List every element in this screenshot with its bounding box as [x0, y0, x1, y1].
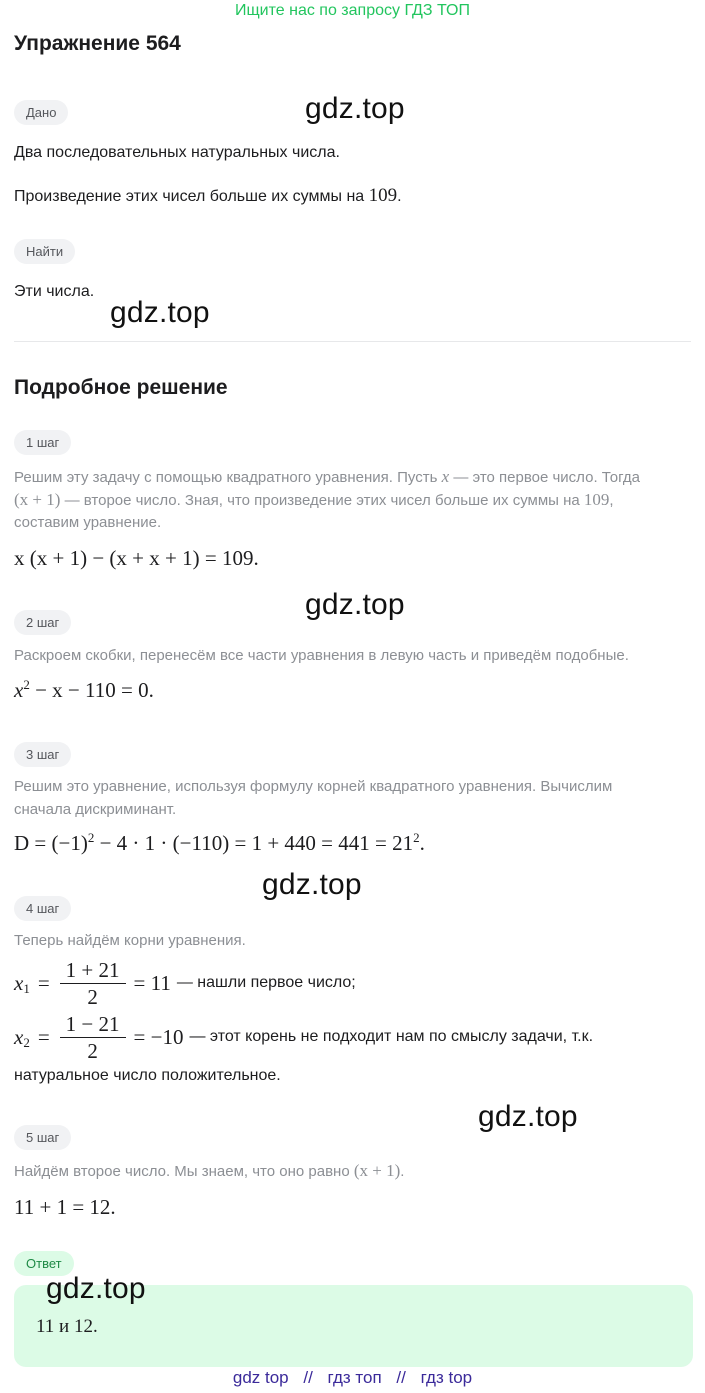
solution-title: Подробное решение [14, 376, 228, 399]
step-2-equation: $x^2 - x - 110 = 0$. [14, 677, 154, 702]
find-chip: Найти [14, 239, 75, 264]
find-line-1: Эти числа. [14, 283, 95, 300]
step-1-text-c: составим уравнение. [14, 514, 162, 531]
footer-link-1[interactable]: gdz top [232, 1368, 289, 1387]
step-4-chip: 4 шаг [14, 896, 71, 921]
watermark: gdz.top [110, 296, 210, 329]
watermark: gdz.top [305, 92, 405, 125]
footer-links [0, 1366, 705, 1390]
answer-value: 11 и 12. [36, 1316, 98, 1337]
step-1-text-b: (x + 1) — второе число. Зная, что произведение этих чисел больше их суммы на 109, [14, 490, 614, 509]
step-1-text-a: Решим эту задачу с помощью квадратного уравнения. Пусть x — это первое число. Тогда [14, 467, 641, 486]
root-2: x $_2$ = $\frac{1 - 21}{2}$ = −10 — этот корень не подходит нам по смыслу задачи, т.к. [14, 1011, 594, 1063]
step-5-equation: 11 + 1 = 12. [14, 1195, 116, 1219]
footer-link-2[interactable]: гдз топ [327, 1368, 382, 1387]
root-1: x $_1$ = $\frac{1 + 21}{2}$ = 11 — нашли первое число; [14, 957, 356, 1009]
step-1-equation: x (x + 1) − (x + x + 1) = 109. [14, 546, 259, 570]
footer-separator: // [303, 1368, 313, 1387]
given-line-2: Произведение этих чисел больше их суммы на 109. [14, 185, 402, 206]
footer-separator: // [396, 1368, 406, 1387]
watermark: gdz.top [262, 868, 362, 901]
step-2-text: Раскроем скобки, перенесём все части уравнения в левую часть и приведём подобные. [14, 647, 629, 664]
root-2-comment-cont: натуральное число положительное. [14, 1067, 281, 1084]
watermark: gdz.top [46, 1272, 146, 1305]
given-chip: Дано [14, 100, 68, 125]
top-banner[interactable]: Ищите нас по запросу ГДЗ ТОП [235, 2, 470, 19]
step-3-text-a: Решим это уравнение, используя формулу корней квадратного уравнения. Вычислим [14, 778, 613, 795]
step-1-chip: 1 шаг [14, 430, 71, 455]
divider [14, 341, 691, 342]
root-2-fraction: $\frac{1 - 21}{2}$ [60, 1011, 126, 1064]
exercise-title: Упражнение 564 [14, 32, 181, 55]
step-5-text: Найдём второе число. Мы знаем, что оно равно (x + 1). [14, 1161, 405, 1180]
step-3-chip: 3 шаг [14, 742, 71, 767]
step-5-chip: 5 шаг [14, 1125, 71, 1150]
watermark: gdz.top [478, 1100, 578, 1133]
step-3-equation: $D = (-1)^2 - 4 \cdot 1 \cdot (-110) = 1 + 440 = 441 = 21^2$. [14, 830, 425, 855]
answer-chip: Ответ [14, 1251, 74, 1276]
root-1-fraction: $\frac{1 + 21}{2}$ [60, 957, 126, 1010]
step-3-text-b: сначала дискриминант. [14, 801, 177, 818]
step-4-text: Теперь найдём корни уравнения. [14, 932, 246, 949]
step-2-chip: 2 шаг [14, 610, 71, 635]
watermark: gdz.top [305, 588, 405, 621]
given-line-1: Два последовательных натуральных числа. [14, 144, 340, 161]
footer-link-3[interactable]: гдз top [420, 1368, 473, 1387]
given-number: 109 [368, 185, 398, 206]
